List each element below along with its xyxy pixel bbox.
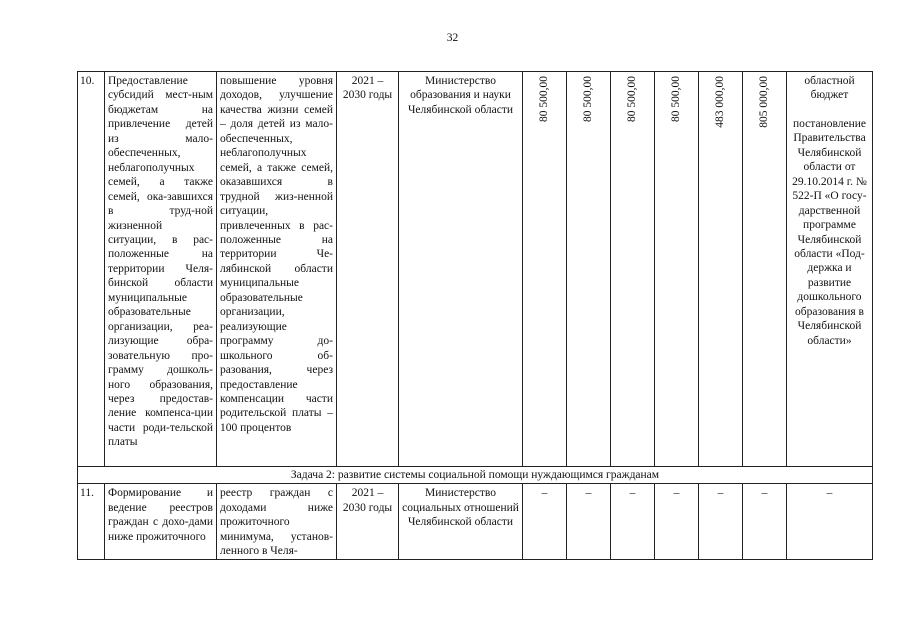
amount-cell: –: [743, 484, 787, 559]
funding-source-decree: постановление Правительства Челябинской области от 29.10.2014 г. № 522-П «О госу-дарственной программе Челябинской области «Под-держка и развитие дошкольного образования в Челябинской области»: [792, 117, 867, 347]
table-row-10: [78, 72, 873, 467]
spacer: [790, 103, 869, 117]
program-table: [77, 71, 873, 560]
implementation-period: 2021 – 2030 годы: [337, 72, 399, 467]
amount-cell: [611, 72, 655, 467]
row-number: 10.: [78, 72, 105, 467]
funding-source: –: [787, 484, 873, 559]
measure-name: Предоставление субсидий мест-ным бюджетам на привлечение детей из мало-обеспеченных, неблагополучных семей, а также семей, ока-завшихся в труд-ной жизненной ситуации, в рас-положенные на территории Челя-бинской области муниципальные образовательные организации, реа-лизующие обра-зовательную про-грамму дошколь-ного образования, через предостав-ление компенса-ции части роди-тельской платы: [105, 72, 217, 467]
target-indicator: реестр граждан с доходами ниже прожиточного минимума, установ-ленного в Челя-: [217, 484, 337, 559]
amount-cell: [655, 72, 699, 467]
page-number: 32: [446, 32, 459, 44]
table-row-11: [78, 484, 873, 559]
amount-cell: –: [699, 484, 743, 559]
responsible-executor: Министерство социальных отношений Челябинской области: [399, 484, 523, 559]
task-row: [78, 467, 873, 484]
amount-cell: –: [655, 484, 699, 559]
amount-value: 805 000,00: [758, 76, 771, 128]
responsible-executor: Министерство образования и науки Челябинской области: [399, 72, 523, 467]
amount-cell: –: [567, 484, 611, 559]
row-number: 11.: [78, 484, 105, 559]
funding-source: [787, 72, 873, 467]
implementation-period: 2021 – 2030 годы: [337, 484, 399, 559]
amount-cell: –: [611, 484, 655, 559]
amount-value: 80 500,00: [626, 76, 639, 122]
target-indicator: повышение уровня доходов, улучшение качества жизни семей – доля детей из мало-обеспеченных, неблагополучных семей, а также семей, оказавшихся в трудной жиз-ненной ситуации, привлеченных в рас-положенные на территории Че-лябинской области муниципальные образовательные организации, реализующие программу до-школьного об-разования, через предоставление компенсации части родительской платы – 100 процентов: [217, 72, 337, 467]
amount-value: 80 500,00: [670, 76, 683, 122]
amount-cell: [567, 72, 611, 467]
amount-cell: [523, 72, 567, 467]
measure-name: Формирование и ведение реестров граждан с дохо-дами ниже прожиточного: [105, 484, 217, 559]
amount-value: 483 000,00: [714, 76, 727, 128]
amount-cell: –: [523, 484, 567, 559]
task-heading: Задача 2: развитие системы социальной помощи нуждающимся гражданам: [78, 467, 873, 484]
amount-value: 80 500,00: [582, 76, 595, 122]
funding-source-budget: областной бюджет: [804, 75, 855, 102]
amount-cell: [699, 72, 743, 467]
amount-cell: [743, 72, 787, 467]
amount-value: 80 500,00: [538, 76, 551, 122]
